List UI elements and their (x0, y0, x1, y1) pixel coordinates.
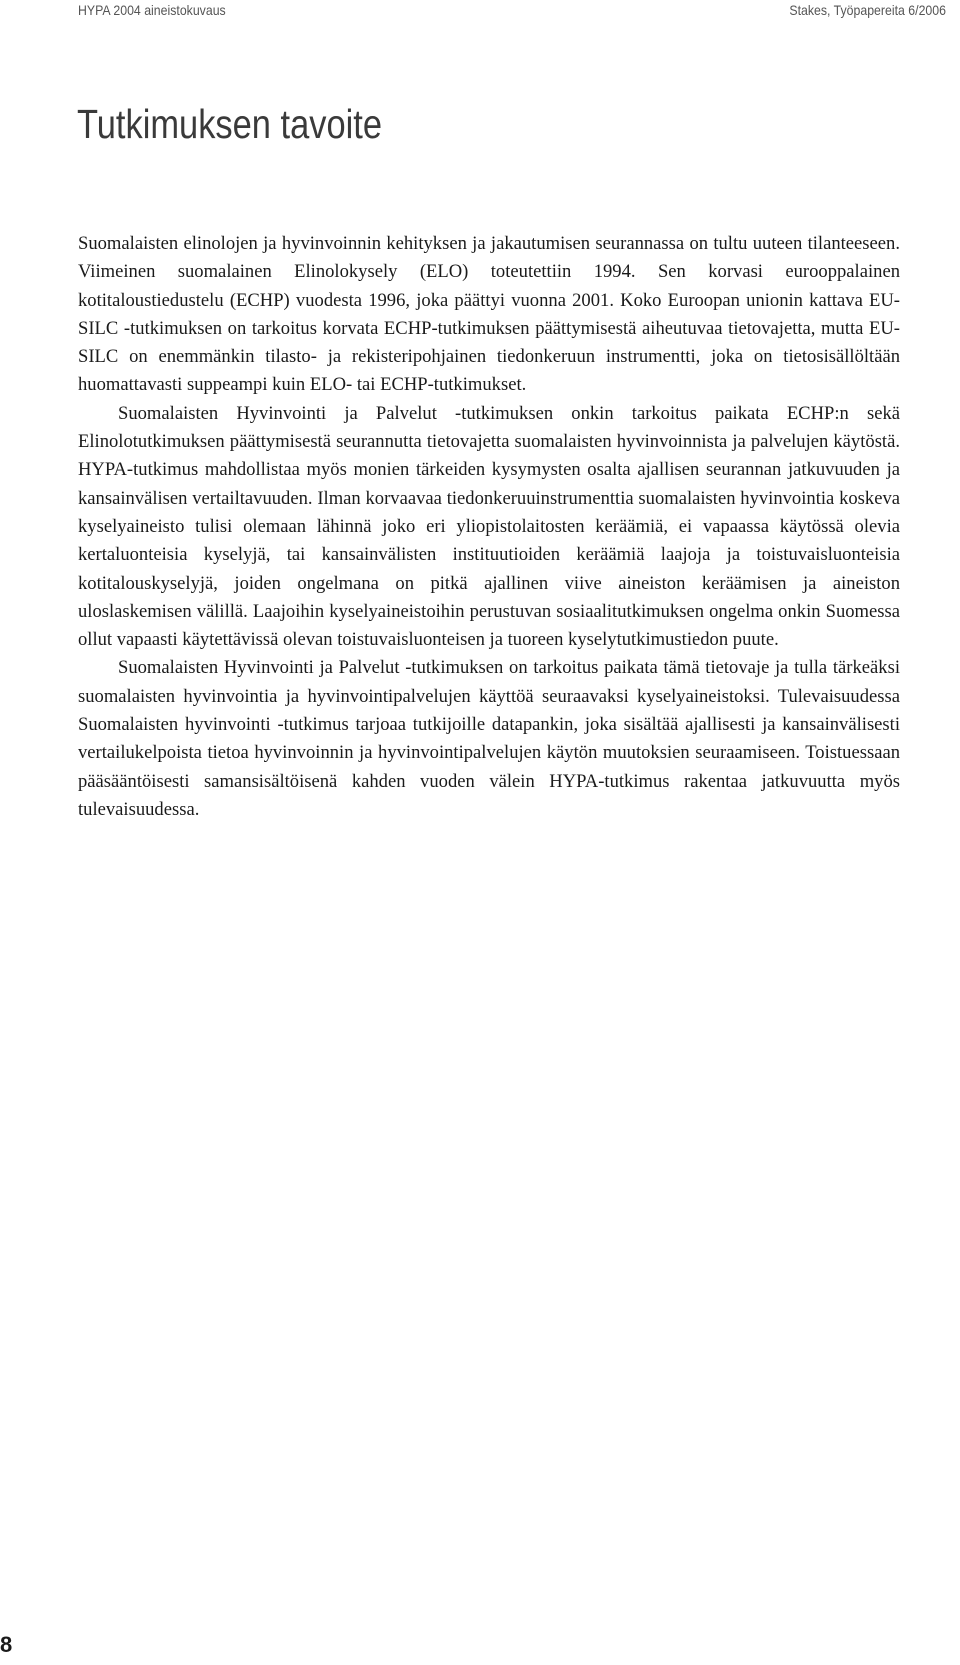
paragraph-1: Suomalaisten elinolojen ja hyvinvoinnin kehityksen ja jakautumisen seurannassa on tultu uuteen tilanteeseen. Viimeinen suomalainen Elinolokysely (ELO) toteutettiin 1994. Sen korvasi eurooppalainen kotitaloustiedustelu (ECHP) vuodesta 1996, joka päättyi vuonna 2001. Koko Euroopan unionin kattava EU-SILC -tutkimuksen on tarkoitus korvata ECHP-tutkimuksen päättymisestä aiheutuvaa tietovajetta, mutta EU-SILC on enemmänkin tilasto- ja rekisteripohjainen tiedonkeruun instrumentti, joka on tietosisällöltään huomattavasti suppeampi kuin ELO- tai ECHP-tutkimukset. (78, 233, 900, 396)
page-number: 8 (0, 1632, 13, 1657)
body-text (78, 230, 900, 824)
running-header-right: Stakes, Työpapereita 6/2006 (789, 2, 946, 18)
running-header-left: HYPA 2004 aineistokuvaus (78, 2, 226, 18)
paragraph-2: Suomalaisten Hyvinvointi ja Palvelut -tutkimuksen onkin tarkoitus paikata ECHP:n sekä Elinolotutkimuksen päättymisestä seurannutta tietovajetta suomalaisten hyvinvoinnista ja palvelujen käytöstä. HYPA-tutkimus mahdollistaa myös monien tärkeiden kysymysten osalta ajallisen seurannan jatkuvuuden ja kansainvälisen vertailtavuuden. Ilman korvaavaa tiedonkeruuinstrumenttia suomalaisten hyvinvointia koskeva kyselyaineisto tulisi olemaan lähinnä joko eri yliopistolaitosten keräämiä, ei vapaassa käytössä olevia kertaluonteisia kyselyjä, tai kansainvälisten instituutioiden keräämiä laajoja ja toistuvaisluonteisia kotitalouskyselyjä, joiden ongelmana on pitkä ajallinen viive aineiston keräämisen ja aineiston uloslaskemisen välillä. Laajoihin kyselyaineistoihin perustuvan sosiaalitutkimuksen ongelma onkin Suomessa ollut vapaasti käytettävissä olevan toistuvaisluonteisen ja tuoreen kyselytutkimustiedon puute. (78, 402, 900, 651)
page-title: Tutkimuksen tavoite (77, 101, 382, 147)
paragraph-3: Suomalaisten Hyvinvointi ja Palvelut -tutkimuksen on tarkoitus paikata tämä tietovaje ja tulla tärkeäksi suomalaisten hyvinvointia ja hyvinvointipalvelujen käyttöä seuraavaksi kyselyaineistoksi. Tulevaisuudessa Suomalaisten hyvinvointi -tutkimus tarjoaa tutkijoille datapankin, joka sisältää ajallisesti ja kansainvälisesti vertailukelpoista tietoa hyvinvoinnin ja hyvinvointipalvelujen käytön muutoksien seuraamiseen. Toistuessaan pääsääntöisesti samansisältöisenä kahden vuoden välein HYPA-tutkimus rakentaa jatkuvuutta myös tulevaisuudessa. (78, 657, 900, 820)
